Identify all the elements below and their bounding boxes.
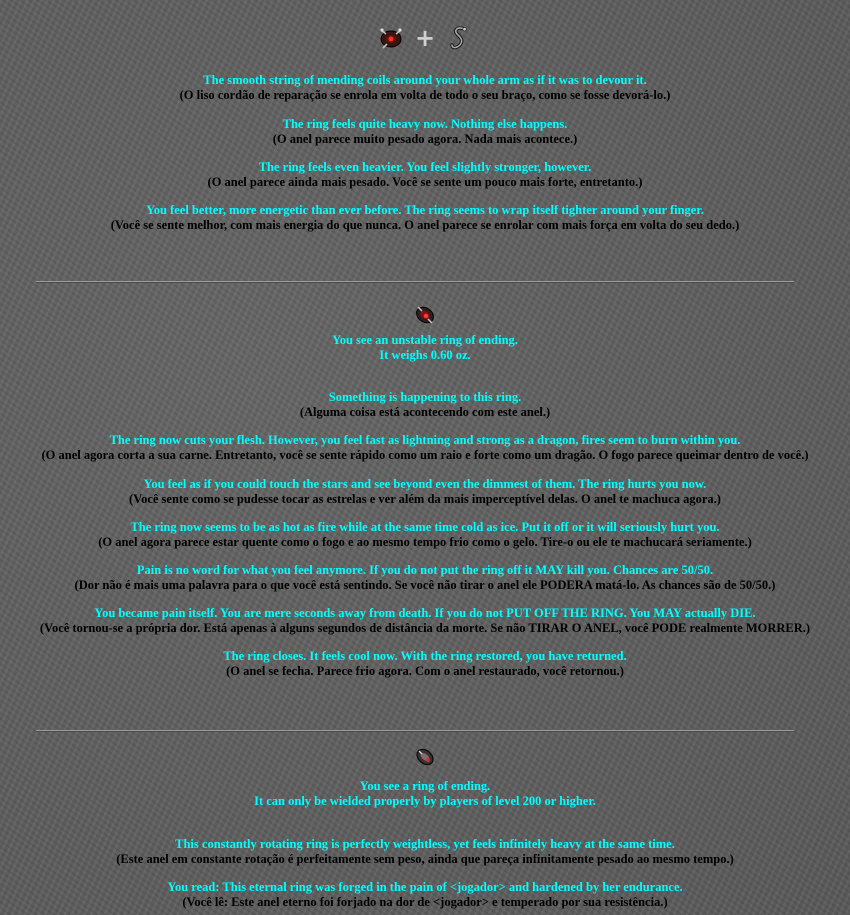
- section-divider: [36, 281, 794, 283]
- portuguese-line: (Você tornou-se a própria dor. Está apenas à alguns segundos de distância da morte. Se não TIRAR O ANEL, você PODE realmente MORRER.): [39, 620, 811, 635]
- english-line: The ring closes. It feels cool now. With the ring restored, you have returned.: [223, 649, 627, 663]
- section2-paragraph: [0, 563, 850, 592]
- english-line: The ring now seems to be as hot as fire while at the same time cold as ice. Put it off or it will seriously hurt you.: [130, 520, 720, 534]
- ring-of-ending-icon: [411, 743, 439, 771]
- english-line: The ring feels even heavier. You feel slightly stronger, however.: [258, 160, 592, 174]
- english-line: You read: This eternal ring was forged in the pain of <jogador> and hardened by her endurance.: [167, 880, 683, 894]
- portuguese-line: (Você lê: Este anel eterno foi forjado na dor de <jogador> e temperado por sua resistência.): [182, 894, 668, 909]
- portuguese-line: (Este anel em constante rotação é perfeitamente sem peso, ainda que pareça infinitamente pesado ao mesmo tempo.): [116, 851, 734, 866]
- english-line: You feel better, more energetic than ever before. The ring seems to wrap itself tighter around your finger.: [146, 203, 704, 217]
- english-line: The ring now cuts your flesh. However, you feel fast as lightning and strong as a dragon, fires seem to burn within you.: [109, 433, 741, 447]
- section3-paragraph: [0, 837, 850, 866]
- unstable-ring-icon-row: [0, 298, 850, 330]
- look-line: You see a ring of ending.: [359, 779, 491, 793]
- crafting-icons-row: [0, 22, 850, 54]
- level-requirement-line: It can only be wielded properly by players of level 200 or higher.: [254, 793, 596, 808]
- section1-paragraph: [0, 203, 850, 232]
- section1-paragraph: [0, 160, 850, 189]
- english-line: You became pain itself. You are mere seconds away from death. If you do not PUT OFF THE RING. You MAY actually DIE.: [94, 606, 756, 620]
- section1-paragraph: [0, 73, 850, 102]
- portuguese-line: (O liso cordão de reparação se enrola em volta de todo o seu braço, como se fosse devorá-lo.): [179, 87, 671, 102]
- look-line: You see an unstable ring of ending.: [332, 333, 518, 347]
- look-description: [0, 779, 850, 808]
- section1-paragraph: [0, 117, 850, 146]
- section2-paragraph: [0, 477, 850, 506]
- english-line: The smooth string of mending coils around your whole arm as if it was to devour it.: [203, 73, 647, 87]
- portuguese-line: (O anel parece ainda mais pesado. Você se sente um pouco mais forte, entretanto.): [207, 174, 643, 189]
- snake-icon: [445, 24, 473, 52]
- english-line: Something is happening to this ring.: [328, 390, 522, 404]
- weight-line: It weighs 0.60 oz.: [379, 347, 471, 362]
- portuguese-line: (O anel agora corta a sua carne. Entretanto, você se sente rápido como um raio e forte como um dragão. O fogo parece queimar dentro de você.): [41, 447, 809, 462]
- plus-icon: +: [414, 24, 436, 52]
- portuguese-line: (Dor não é mais uma palavra para o que você está sentindo. Se você não tirar o anel ele PODERA matá-lo. As chances são de 50/50.): [74, 577, 776, 592]
- portuguese-line: (Alguma coisa está acontecendo com este anel.): [299, 404, 551, 419]
- section2-paragraph: [0, 390, 850, 419]
- portuguese-line: (Você sente como se pudesse tocar as estrelas e ver além da mais imperceptível delas. O anel te machuca agora.): [129, 491, 721, 506]
- portuguese-line: (O anel se fecha. Parece frio agora. Com o anel restaurado, você retornou.): [226, 663, 624, 678]
- section2-paragraph: [0, 649, 850, 678]
- unstable-ring-icon: [411, 300, 439, 328]
- section2-paragraph: [0, 433, 850, 462]
- section2-paragraph: [0, 606, 850, 635]
- portuguese-line: (O anel parece muito pesado agora. Nada mais acontece.): [272, 131, 578, 146]
- section2-paragraph: [0, 520, 850, 549]
- ring-icon: [377, 24, 405, 52]
- english-line: The ring feels quite heavy now. Nothing else happens.: [282, 117, 568, 131]
- look-description: [0, 333, 850, 362]
- portuguese-line: (O anel agora parece estar quente como o fogo e ao mesmo tempo frio como o gelo. Tire-o ou ele te machucará seriamente.): [98, 534, 752, 549]
- section-divider: [36, 730, 794, 732]
- ring-of-ending-icon-row: [0, 741, 850, 773]
- portuguese-line: (Você se sente melhor, com mais energia do que nunca. O anel parece se enrolar com mais força em volta do seu dedo.): [110, 217, 740, 232]
- english-line: You feel as if you could touch the stars and see beyond even the dimmest of them. The ring hurts you now.: [143, 477, 707, 491]
- section3-paragraph: [0, 880, 850, 909]
- english-line: Pain is no word for what you feel anymore. If you do not put the ring off it MAY kill you. Chances are 50/50.: [136, 563, 714, 577]
- english-line: This constantly rotating ring is perfectly weightless, yet feels infinitely heavy at the same time.: [175, 837, 675, 851]
